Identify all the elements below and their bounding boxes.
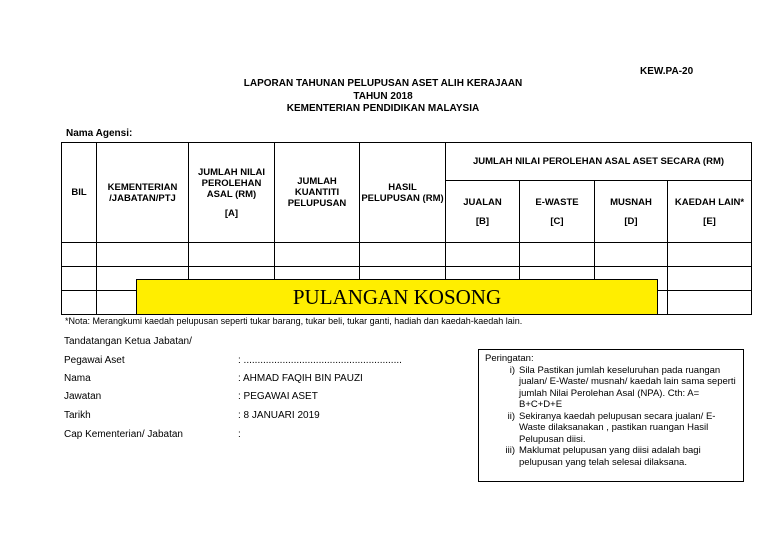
- reminder-text: Sekiranya kaedah pelupusan secara jualan/ E-Waste dilaksanakan , pastikan ruangan Hasil Pelupusan diisi.: [519, 410, 716, 445]
- col-jualan: [446, 181, 520, 243]
- col-bil: BIL: [62, 143, 97, 243]
- reminder-num: i): [509, 364, 515, 376]
- report-title: LAPORAN TAHUNAN PELUPUSAN ASET ALIH KERAJAAN: [243, 78, 523, 89]
- sig-label-tarikh: Tarikh: [64, 410, 91, 421]
- empty-return-stamp: PULANGAN KOSONG: [136, 279, 658, 315]
- reminder-title: Peringatan:: [485, 353, 534, 364]
- report-titles: [160, 78, 606, 116]
- report-year: TAHUN 2018: [353, 90, 413, 102]
- signature-heading: Tandatangan Ketua Jabatan/: [64, 336, 192, 347]
- sig-value-jawatan: : PEGAWAI ASET: [238, 391, 318, 402]
- col-jumlah-nilai-ref: [A]: [224, 207, 239, 219]
- table-row: [62, 243, 752, 267]
- col-hasil: HASIL PELUPUSAN (RM): [360, 143, 446, 243]
- col-musnah-label: MUSNAH: [610, 196, 652, 208]
- col-ewaste-ref: [C]: [550, 215, 564, 227]
- list-item: [485, 445, 737, 468]
- footnote: *Nota: Merangkumi kaedah pelupusan seperti tukar barang, tukar beli, tukar ganti, hadiah dan kaedah-kaedah lain.: [65, 316, 523, 326]
- reminder-num: ii): [507, 410, 515, 422]
- report-ministry: KEMENTERIAN PENDIDIKAN MALAYSIA: [286, 103, 480, 114]
- col-kaedah-lain: [668, 181, 752, 243]
- col-ewaste: [520, 181, 595, 243]
- reminder-text: Maklumat pelupusan yang diisi adalah bagi pelupusan yang telah selesai dilaksana.: [519, 445, 701, 468]
- agency-label: Nama Agensi:: [66, 128, 133, 139]
- list-item: [485, 411, 737, 446]
- col-kaedah-lain-label: KAEDAH LAIN*: [674, 196, 745, 208]
- col-musnah-ref: [D]: [624, 215, 638, 227]
- sig-label-nama: Nama: [64, 373, 91, 384]
- sig-label-cap: Cap Kementerian/ Jabatan: [64, 429, 183, 440]
- col-musnah: [595, 181, 668, 243]
- col-kementerian: KEMENTERIAN /JABATAN/PTJ: [97, 143, 189, 243]
- col-jualan-ref: [B]: [475, 215, 490, 227]
- col-jumlah-kuantiti: JUMLAH KUANTITI PELUPUSAN: [275, 143, 360, 243]
- col-jumlah-nilai: [189, 143, 275, 243]
- sig-label-jawatan: Jawatan: [64, 391, 102, 402]
- sig-value-cap: :: [238, 429, 241, 440]
- col-ewaste-label: E-WASTE: [535, 196, 579, 208]
- reminder-num: iii): [505, 445, 515, 456]
- col-jualan-label: JUALAN: [463, 196, 502, 208]
- col-jumlah-nilai-label: JUMLAH NILAI PEROLEHAN ASAL (RM): [197, 166, 266, 200]
- sig-label-pegawai: Pegawai Aset: [64, 355, 125, 366]
- col-kaedah-lain-ref: [E]: [703, 215, 716, 227]
- reminder-text: Sila Pastikan jumlah keseluruhan pada ruangan jualan/ E-Waste/ musnah/ kaedah lain sama seperti jumlah Nilai Perolehan Asal (NPA). Cth: A= B+C+D+E: [519, 364, 736, 410]
- sig-value-tarikh: : 8 JANUARI 2019: [238, 410, 320, 421]
- col-group-header: JUMLAH NILAI PEROLEHAN ASAL ASET SECARA (RM): [446, 143, 752, 181]
- reminder-box: [478, 349, 744, 482]
- form-code: KEW.PA-20: [640, 66, 694, 77]
- sig-value-nama: : AHMAD FAQIH BIN PAUZI: [238, 373, 363, 384]
- sig-value-pegawai: : .........................................................: [238, 355, 402, 366]
- list-item: [485, 365, 737, 411]
